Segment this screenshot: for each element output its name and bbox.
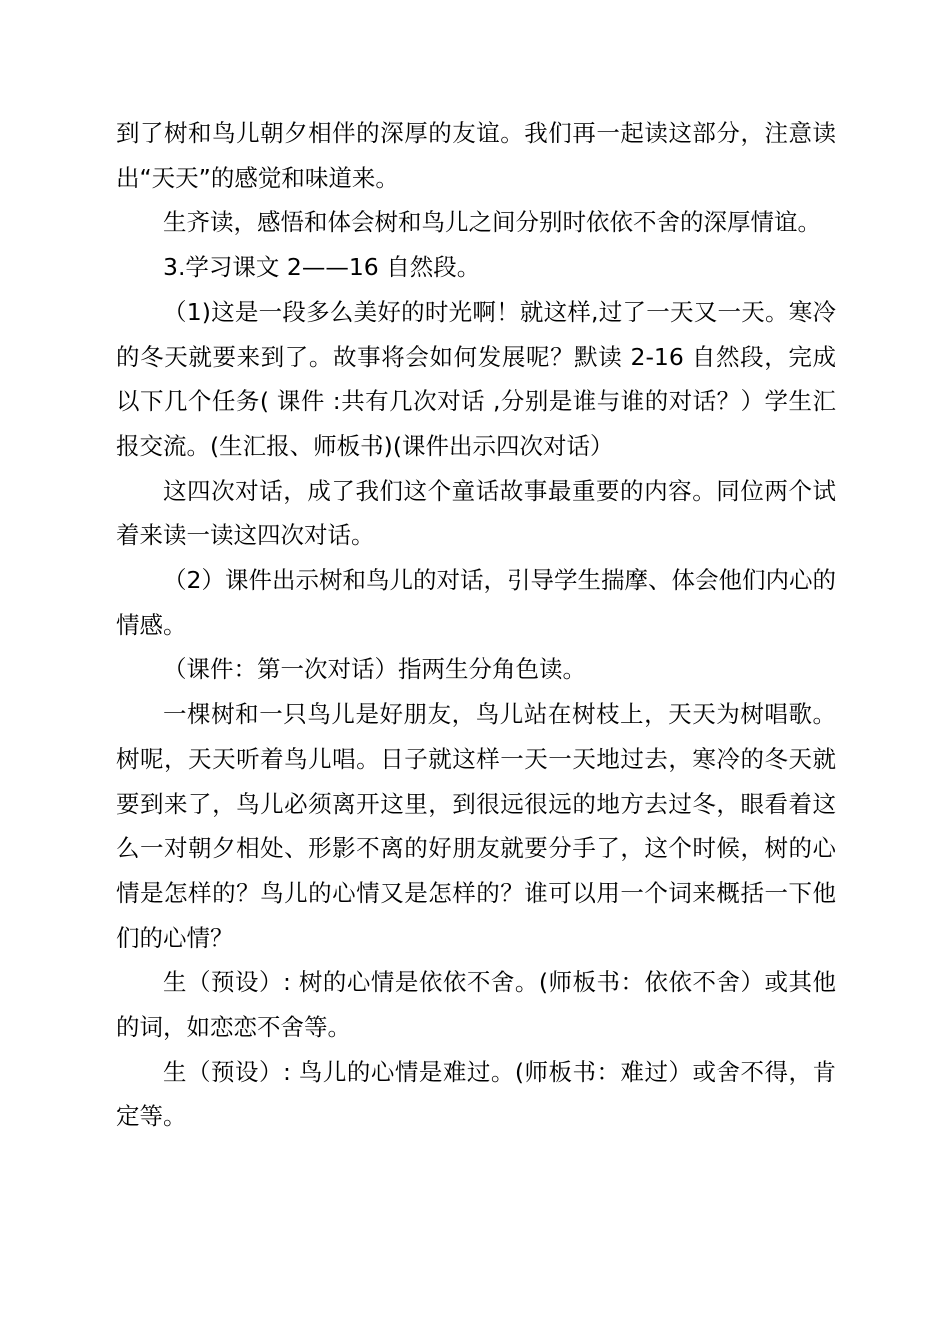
paragraph-1: 到了树和鸟儿朝夕相伴的深厚的友谊。我们再一起读这部分，注意读出“天天”的感觉和味道来。 [116, 119, 836, 192]
paragraph-6: （2）课件出示树和鸟儿的对话，引导学生揣摩、体会他们内心的情感。 [116, 566, 836, 639]
paragraph-3: 3.学习课文 2——16 自然段。 [163, 253, 481, 282]
paragraph-4: （1)这是一段多么美好的时光啊！就这样,过了一天又一天。寒冷的冬天就要来到了。故事将会如何发展呢？默读 2-16 自然段，完成以下几个任务( 课件 :共有几次对话 ,分别是谁与谁的对话？）学生汇报交流。(生汇报、师板书)(课件出示四次对话） [116, 297, 836, 460]
paragraph-10: 生（预设）: 鸟儿的心情是难过。(师板书：难过）或舍不得，肯定等。 [116, 1057, 836, 1131]
paragraph-7: （课件：第一次对话）指两生分角色读。 [163, 655, 586, 684]
paragraph-2: 生齐读，感悟和体会树和鸟儿之间分别时依依不舍的深厚情谊。 [163, 208, 821, 237]
paragraph-5: 这四次对话，成了我们这个童话故事最重要的内容。同位两个试着来读一读这四次对话。 [116, 476, 836, 550]
document-body [116, 111, 836, 1139]
paragraph-9: 生（预设）: 树的心情是依依不舍。(师板书：依依不舍）或其他的词，如恋恋不舍等。 [116, 968, 836, 1042]
paragraph-8: 一棵树和一只鸟儿是好朋友，鸟儿站在树枝上，天天为树唱歌。树呢，天天听着鸟儿唱。日子就这样一天一天地过去，寒冷的冬天就要到来了，鸟儿必须离开这里，到很远很远的地方去过冬，眼看着这么一对朝夕相处、形影不离的好朋友就要分手了，这个时候，树的心情是怎样的？鸟儿的心情又是怎样的？谁可以用一个词来概括一下他们的心情？ [116, 700, 836, 952]
